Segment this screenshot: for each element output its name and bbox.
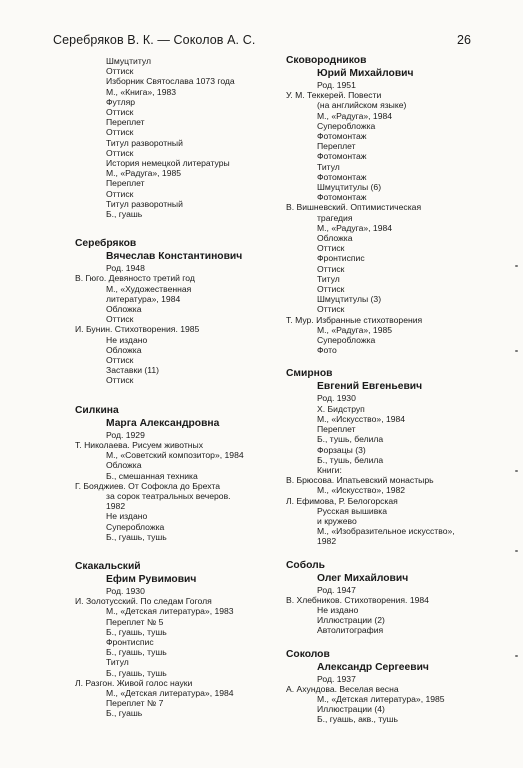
catalog-line: Оттиск: [317, 284, 345, 295]
entry-spacer: [75, 219, 290, 237]
catalog-line: Оттиск: [106, 314, 134, 325]
catalog-line: Оттиск: [106, 66, 134, 77]
catalog-line: Шмуцтитулы (3): [317, 294, 382, 305]
scan-speck: [515, 350, 518, 352]
catalog-line: Оттиск: [106, 127, 134, 138]
catalog-line: Род. 1937: [317, 673, 356, 684]
catalog-line: Фронтиспис: [106, 636, 154, 647]
scan-speck: [515, 550, 518, 552]
artist-given-name: Евгений Евгеньевич: [317, 381, 423, 393]
catalog-line: Т. Николаева. Рисуем животных: [75, 439, 203, 450]
catalog-line: Оттиск: [106, 375, 134, 386]
catalog-line: Переплет: [317, 424, 356, 435]
catalog-line: Оттиск: [106, 355, 134, 366]
catalog-line: Фотомонтаж: [317, 192, 367, 203]
artist-surname: Сковородников: [286, 55, 367, 66]
catalog-line: М., «Советский композитор», 1984: [106, 450, 244, 461]
catalog-line: 1982: [106, 501, 126, 512]
catalog-line: Суперобложка: [106, 521, 165, 532]
catalog-line: Не издано: [106, 511, 148, 522]
catalog-line: М., «Детская литература», 1984: [106, 687, 234, 698]
catalog-line: У. М. Теккерей. Повести: [286, 90, 382, 101]
entry-spacer: [286, 547, 506, 559]
right-column: [286, 54, 506, 725]
running-header: Серебряков В. К. — Соколов А. С.: [53, 33, 256, 47]
artist-surname: Силкина: [75, 404, 119, 416]
catalog-line: Фото: [317, 345, 337, 356]
catalog-line: Титул разворотный: [106, 198, 183, 209]
catalog-line: Иллюстрации (4): [317, 704, 385, 715]
catalog-line: Обложка: [106, 344, 142, 355]
catalog-line: Переплет: [317, 141, 356, 152]
scan-speck: [515, 265, 518, 267]
catalog-line: Титул разворотный: [106, 137, 183, 148]
catalog-line: трагедия: [317, 212, 353, 223]
catalog-line: Б., смешанная техника: [106, 470, 198, 481]
catalog-line: Т. Мур. Избранные стихотворения: [286, 314, 423, 325]
catalog-line: Переплет № 5: [106, 616, 164, 627]
catalog-line: М., «Искусство», 1984: [317, 413, 406, 424]
catalog-line: Б., гуашь, тушь: [106, 667, 167, 678]
catalog-line: Оттиск: [317, 243, 345, 254]
scan-speck: [515, 655, 518, 657]
catalog-line: Титул: [106, 657, 129, 668]
left-column: [75, 56, 290, 719]
artist-given-name: Вячеслав Константинович: [106, 251, 243, 263]
catalog-line: А. Ахундова. Веселая весна: [286, 683, 399, 694]
catalog-line: Переплет № 7: [106, 698, 164, 709]
catalog-line: Шмуцтитул: [106, 56, 151, 66]
catalog-line: Книги:: [317, 464, 342, 475]
catalog-line: И. Бунин. Стихотворения. 1985: [75, 324, 200, 335]
artist-given-name: Марга Александровна: [106, 417, 220, 429]
catalog-line: История немецкой литературы: [106, 158, 230, 169]
catalog-line: Оттиск: [106, 147, 134, 158]
catalog-line: литература», 1984: [106, 293, 181, 304]
artist-surname: Скакальский: [75, 560, 141, 572]
catalog-line: Род. 1951: [317, 80, 356, 90]
catalog-line: Оттиск: [317, 304, 345, 315]
catalog-line: Изборник Святослава 1073 года: [106, 76, 235, 87]
catalog-line: Г. Бояджиев. От Софокла до Брехта: [75, 480, 221, 491]
catalog-line: Б., тушь, белила: [317, 454, 384, 465]
entry-spacer: [286, 355, 506, 367]
catalog-line: М., «Радуга», 1985: [106, 168, 182, 179]
catalog-line: Иллюстрации (2): [317, 615, 385, 626]
catalog-line: Л. Разгон. Живой голос науки: [75, 677, 193, 688]
catalog-line: Титул: [317, 161, 340, 172]
catalog-line: М., «Книга», 1983: [106, 86, 177, 97]
catalog-line: М., «Радуга», 1984: [317, 222, 393, 233]
artist-surname: Соболь: [286, 559, 325, 571]
catalog-line: Переплет: [106, 117, 145, 128]
catalog-line: Оттиск: [106, 188, 134, 199]
artist-given-name: Александр Сергеевич: [317, 661, 429, 673]
catalog-line: Оттиск: [317, 263, 345, 274]
catalog-line: М., «Искусство», 1982: [317, 485, 406, 496]
catalog-line: Л. Ефимова, Р. Белогорская: [286, 495, 398, 506]
artist-given-name: Ефим Рувимович: [106, 573, 197, 585]
catalog-line: Обложка: [106, 460, 142, 471]
catalog-line: Б., гуашь: [106, 209, 143, 220]
scan-speck: [515, 470, 518, 472]
catalog-line: М., «Художественная: [106, 283, 192, 294]
entry-spacer: [75, 542, 290, 560]
catalog-line: Б., гуашь, акв., тушь: [317, 714, 399, 725]
catalog-line: Оттиск: [106, 107, 134, 118]
catalog-line: Б., тушь, белила: [317, 434, 384, 445]
catalog-line: М., «Изобразительное искусство»,: [317, 526, 455, 537]
catalog-line: Переплет: [106, 178, 145, 189]
catalog-line: Фотомонтаж: [317, 151, 367, 162]
artist-surname: Соколов: [286, 648, 330, 660]
catalog-line: Б., гуашь, тушь: [106, 626, 167, 637]
catalog-line: Суперобложка: [317, 120, 376, 131]
catalog-line: Род. 1930: [106, 585, 145, 596]
catalog-line: Заставки (11): [106, 365, 160, 376]
catalog-line: Фотомонтаж: [317, 131, 367, 142]
catalog-line: Не издано: [106, 334, 148, 345]
page-number: 26: [457, 33, 471, 47]
catalog-line: Русская вышивка: [317, 505, 388, 516]
catalog-line: Фронтиспис: [317, 253, 365, 264]
artist-given-name: Олег Михайлович: [317, 572, 409, 584]
artist-surname: Серебряков: [75, 238, 137, 250]
entry-spacer: [75, 386, 290, 404]
catalog-line: Фотомонтаж: [317, 171, 367, 182]
catalog-line: Шмуцтитулы (6): [317, 182, 382, 193]
catalog-line: Род. 1930: [317, 393, 356, 404]
catalog-line: Обложка: [106, 304, 142, 315]
artist-surname: Смирнов: [286, 368, 333, 380]
catalog-line: Форзацы (3): [317, 444, 366, 455]
catalog-line: В. Хлебников. Стихотворения. 1984: [286, 594, 429, 605]
catalog-line: Титул: [317, 273, 340, 284]
catalog-line: В. Брюсова. Ипатьевский монастырь: [286, 475, 434, 486]
catalog-line: М., «Радуга», 1985: [317, 324, 393, 335]
catalog-line: Обложка: [317, 233, 353, 244]
catalog-line: М., «Детская литература», 1985: [317, 693, 445, 704]
catalog-line: Х. Бидструп: [317, 403, 365, 414]
catalog-line: Б., гуашь, тушь: [106, 647, 167, 658]
catalog-line: М., «Детская литература», 1983: [106, 606, 234, 617]
catalog-line: Род. 1929: [106, 429, 145, 440]
catalog-line: 1982: [317, 536, 337, 547]
catalog-line: Б., гуашь: [106, 708, 143, 719]
catalog-line: и кружево: [317, 515, 357, 526]
catalog-line: Не издано: [317, 604, 359, 615]
catalog-line: Автолитография: [317, 625, 384, 636]
artist-given-name: Юрий Михайлович: [317, 68, 414, 79]
catalog-line: Футляр: [106, 96, 136, 107]
catalog-line: (на английском языке): [317, 100, 407, 111]
catalog-line: И. Золотусский. По следам Гоголя: [75, 596, 212, 607]
catalog-line: В. Вишневский. Оптимистическая: [286, 202, 422, 213]
catalog-line: Суперобложка: [317, 335, 376, 346]
catalog-line: Род. 1947: [317, 584, 356, 595]
catalog-line: В. Гюго. Девяносто третий год: [75, 273, 195, 284]
entry-spacer: [286, 636, 506, 648]
catalog-line: М., «Радуга», 1984: [317, 110, 393, 121]
catalog-line: Род. 1948: [106, 263, 145, 274]
catalog-line: Б., гуашь, тушь: [106, 531, 167, 542]
catalog-line: за сорок театральных вечеров.: [106, 490, 231, 501]
